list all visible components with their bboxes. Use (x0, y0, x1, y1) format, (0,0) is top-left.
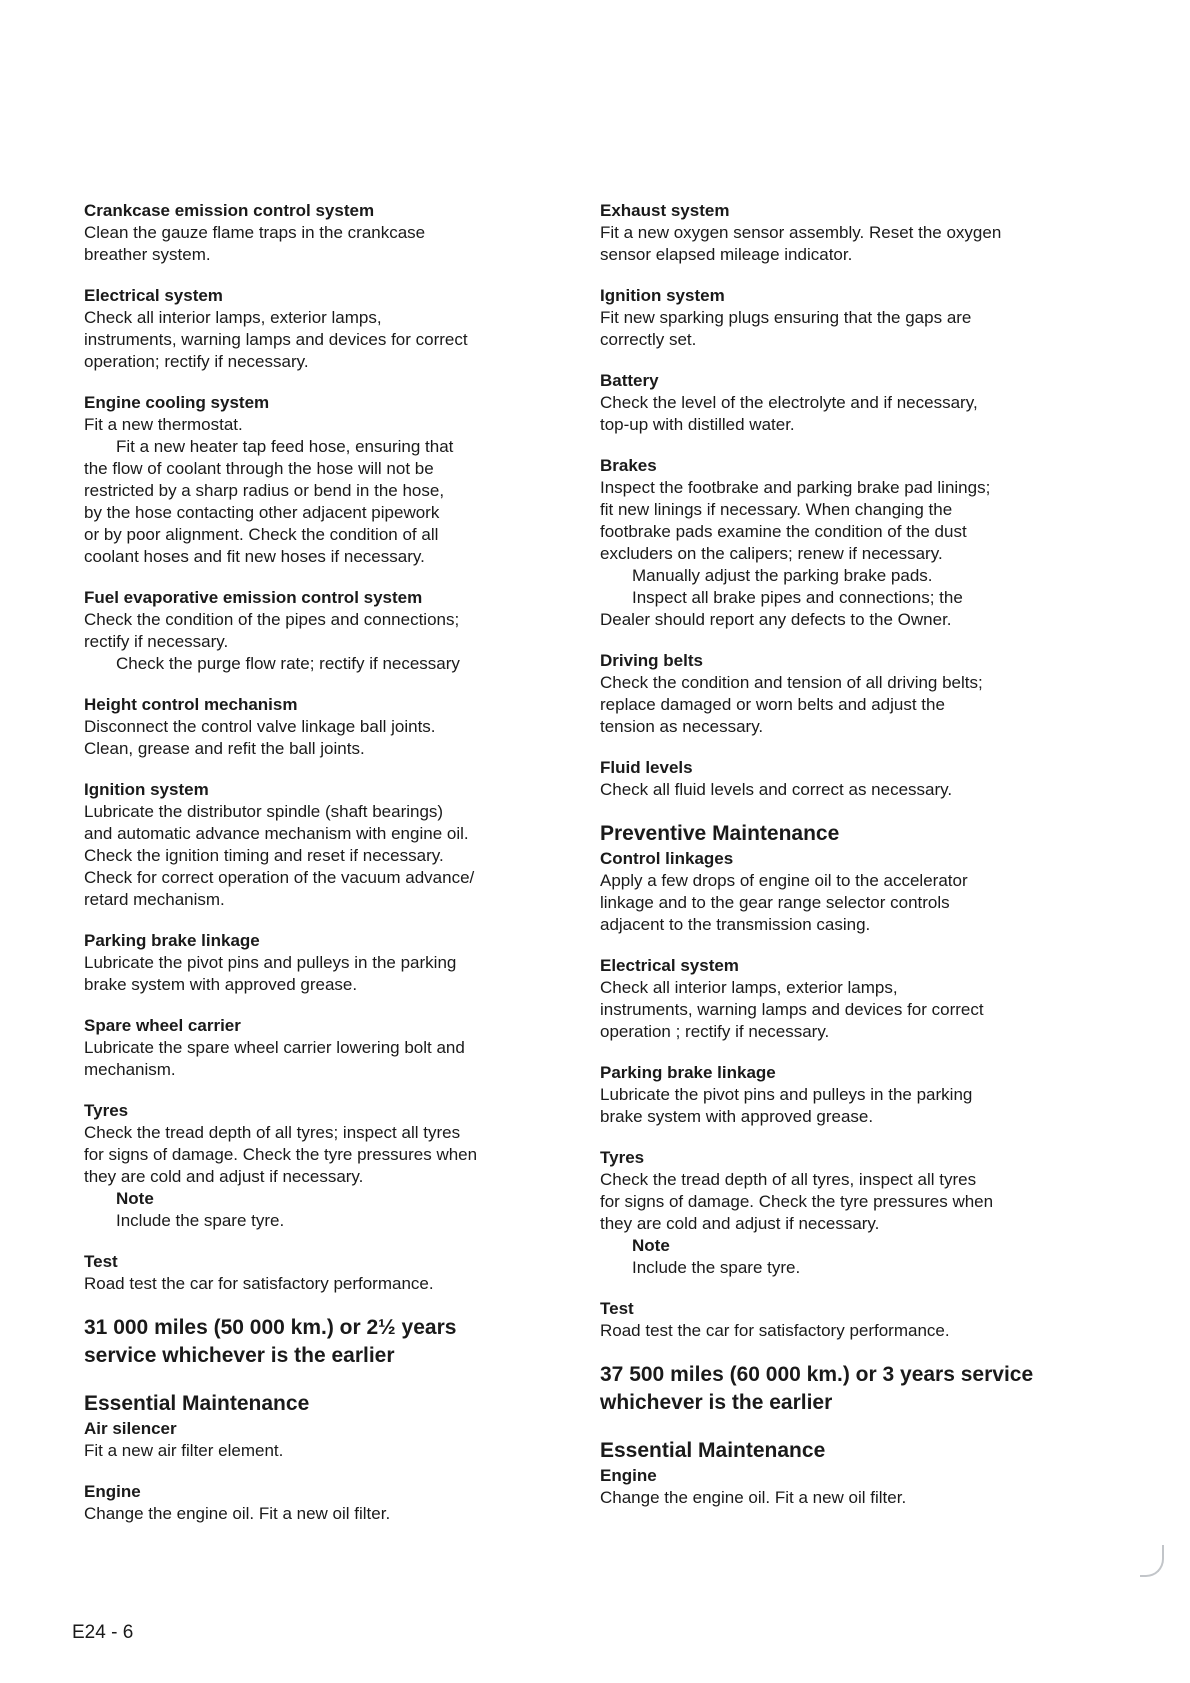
service-interval-heading (84, 1314, 554, 1370)
engine-section (600, 1465, 1070, 1509)
section-heading: Ignition system (84, 780, 209, 799)
text-line: rectify if necessary. (84, 632, 229, 651)
right-column (600, 200, 1070, 1528)
text-line: Lubricate the spare wheel carrier lowering bolt and (84, 1038, 465, 1057)
text-line: tension as necessary. (600, 717, 764, 736)
section-heading: Fuel evaporative emission control system (84, 588, 423, 607)
text-line: or by poor alignment. Check the condition of all (84, 525, 439, 544)
text-line: Fit a new thermostat. (84, 415, 243, 434)
service-interval-line: 31 000 miles (50 000 km.) or 2½ years (84, 1316, 457, 1339)
belts-section (600, 650, 1070, 738)
section-heading: Fluid levels (600, 758, 693, 777)
text-line: sensor elapsed mileage indicator. (600, 245, 853, 264)
text-line: by the hose contacting other adjacent pipework (84, 503, 440, 522)
fluid-section (600, 757, 1070, 801)
text-line: they are cold and adjust if necessary. (600, 1214, 880, 1233)
section-heading: Electrical system (600, 956, 739, 975)
ignition-section (600, 285, 1070, 351)
section-heading: Parking brake linkage (600, 1063, 776, 1082)
scan-mark (1140, 1545, 1164, 1577)
note-text: Include the spare tyre. (632, 1258, 801, 1277)
service-interval-line: 37 500 miles (60 000 km.) or 3 years service (600, 1363, 1034, 1386)
left-column (84, 200, 554, 1544)
text-line: Manually adjust the parking brake pads. (632, 566, 933, 585)
section-heading: Spare wheel carrier (84, 1016, 241, 1035)
text-line: Change the engine oil. Fit a new oil filter. (600, 1488, 907, 1507)
text-line: retard mechanism. (84, 890, 225, 909)
text-line: Inspect the footbrake and parking brake pad linings; (600, 478, 991, 497)
text-line: Check the level of the electrolyte and if necessary, (600, 393, 978, 412)
text-line: footbrake pads examine the condition of the dust (600, 522, 967, 541)
text-line: brake system with approved grease. (84, 975, 358, 994)
text-line: Dealer should report any defects to the Owner. (600, 610, 952, 629)
air-silencer-section (84, 1418, 554, 1462)
preventive-maintenance-heading: Preventive Maintenance (600, 822, 840, 845)
section-heading: Control linkages (600, 849, 734, 868)
section-heading: Engine (84, 1482, 141, 1501)
text-line: Lubricate the pivot pins and pulleys in the parking (84, 953, 457, 972)
text-line: Lubricate the distributor spindle (shaft bearings) (84, 802, 444, 821)
text-line: and automatic advance mechanism with engine oil. (84, 824, 469, 843)
tyres-section (600, 1147, 1070, 1279)
section-heading: Test (84, 1252, 118, 1271)
section-heading: Parking brake linkage (84, 931, 260, 950)
section-heading: Tyres (600, 1148, 645, 1167)
battery-section (600, 370, 1070, 436)
text-line: correctly set. (600, 330, 697, 349)
text-line: Fit a new heater tap feed hose, ensuring that (116, 437, 454, 456)
note-heading: Note (116, 1189, 154, 1208)
text-line: fit new linings if necessary. When changing the (600, 500, 953, 519)
text-line: Apply a few drops of engine oil to the accelerator (600, 871, 968, 890)
text-line: they are cold and adjust if necessary. (84, 1167, 364, 1186)
text-line: Check all interior lamps, exterior lamps, (600, 978, 898, 997)
text-line: Change the engine oil. Fit a new oil filter. (84, 1504, 391, 1523)
note-block (84, 1188, 554, 1232)
text-line: instruments, warning lamps and devices for correct (84, 330, 468, 349)
text-line: Inspect all brake pipes and connections; the (632, 588, 963, 607)
brakes-section (600, 455, 1070, 631)
text-line: adjacent to the transmission casing. (600, 915, 871, 934)
fuel-evap-section (84, 587, 554, 675)
text-line: mechanism. (84, 1060, 176, 1079)
note-block (600, 1235, 1070, 1279)
section-heading: Test (600, 1299, 634, 1318)
text-line: for signs of damage. Check the tyre pressures when (84, 1145, 478, 1164)
electrical-section (84, 285, 554, 373)
text-line: coolant hoses and fit new hoses if necessary. (84, 547, 425, 566)
ignition-section (84, 779, 554, 911)
text-line: operation; rectify if necessary. (84, 352, 309, 371)
text-line: Check for correct operation of the vacuum advance/ (84, 868, 475, 887)
text-line: Check the condition of the pipes and connections; (84, 610, 460, 629)
test-section (84, 1251, 554, 1295)
essential-maintenance-heading: Essential Maintenance (600, 1439, 826, 1462)
text-line: excluders on the calipers; renew if necessary. (600, 544, 943, 563)
text-line: Check the condition and tension of all driving belts; (600, 673, 983, 692)
text-line: Check all interior lamps, exterior lamps, (84, 308, 382, 327)
text-line: breather system. (84, 245, 211, 264)
text-line: Road test the car for satisfactory performance. (600, 1321, 950, 1340)
parking-section (600, 1062, 1070, 1128)
text-line: brake system with approved grease. (600, 1107, 874, 1126)
section-heading: Driving belts (600, 651, 703, 670)
section-heading: Height control mechanism (84, 695, 298, 714)
note-text: Include the spare tyre. (116, 1211, 285, 1230)
text-line: Road test the car for satisfactory performance. (84, 1274, 434, 1293)
crankcase-section (84, 200, 554, 266)
test-section (600, 1298, 1070, 1342)
text-line: Fit a new oxygen sensor assembly. Reset the oxygen (600, 223, 1002, 242)
text-line: Check the tread depth of all tyres, inspect all tyres (600, 1170, 977, 1189)
text-line: Check all fluid levels and correct as necessary. (600, 780, 953, 799)
text-line: for signs of damage. Check the tyre pressures when (600, 1192, 994, 1211)
service-interval-heading (600, 1361, 1070, 1417)
spare-section (84, 1015, 554, 1081)
engine-section (84, 1481, 554, 1525)
text-line: Check the tread depth of all tyres; inspect all tyres (84, 1123, 461, 1142)
text-line: Check the purge flow rate; rectify if necessary (116, 654, 460, 673)
tyres-section (84, 1100, 554, 1232)
text-line: Lubricate the pivot pins and pulleys in the parking (600, 1085, 973, 1104)
text-line: Fit new sparking plugs ensuring that the gaps are (600, 308, 972, 327)
text-line: the flow of coolant through the hose will not be (84, 459, 434, 478)
cooling-section (84, 392, 554, 568)
section-heading: Electrical system (84, 286, 223, 305)
text-line: replace damaged or worn belts and adjust the (600, 695, 945, 714)
text-line: Disconnect the control valve linkage ball joints. (84, 717, 436, 736)
exhaust-section (600, 200, 1070, 266)
service-interval-line: whichever is the earlier (600, 1391, 833, 1414)
height-section (84, 694, 554, 760)
control-linkages-section (600, 848, 1070, 936)
essential-maintenance-heading: Essential Maintenance (84, 1392, 310, 1415)
service-interval-line: service whichever is the earlier (84, 1344, 395, 1367)
section-heading: Air silencer (84, 1419, 177, 1438)
text-line: Clean the gauze flame traps in the crankcase (84, 223, 426, 242)
section-heading: Engine (600, 1466, 657, 1485)
section-heading: Brakes (600, 456, 657, 475)
text-line: Fit a new air filter element. (84, 1441, 284, 1460)
section-heading: Crankcase emission control system (84, 201, 375, 220)
parking-section (84, 930, 554, 996)
text-line: Clean, grease and refit the ball joints. (84, 739, 365, 758)
section-heading: Engine cooling system (84, 393, 270, 412)
section-heading: Battery (600, 371, 659, 390)
section-heading: Exhaust system (600, 201, 730, 220)
section-heading: Ignition system (600, 286, 725, 305)
note-heading: Note (632, 1236, 670, 1255)
text-line: linkage and to the gear range selector controls (600, 893, 950, 912)
text-line: top-up with distilled water. (600, 415, 795, 434)
section-heading: Tyres (84, 1101, 129, 1120)
text-line: Check the ignition timing and reset if necessary. (84, 846, 444, 865)
page-number: E24 - 6 (72, 1622, 134, 1643)
text-line: operation ; rectify if necessary. (600, 1022, 830, 1041)
electrical-section (600, 955, 1070, 1043)
text-line: restricted by a sharp radius or bend in the hose, (84, 481, 445, 500)
text-line: instruments, warning lamps and devices for correct (600, 1000, 984, 1019)
